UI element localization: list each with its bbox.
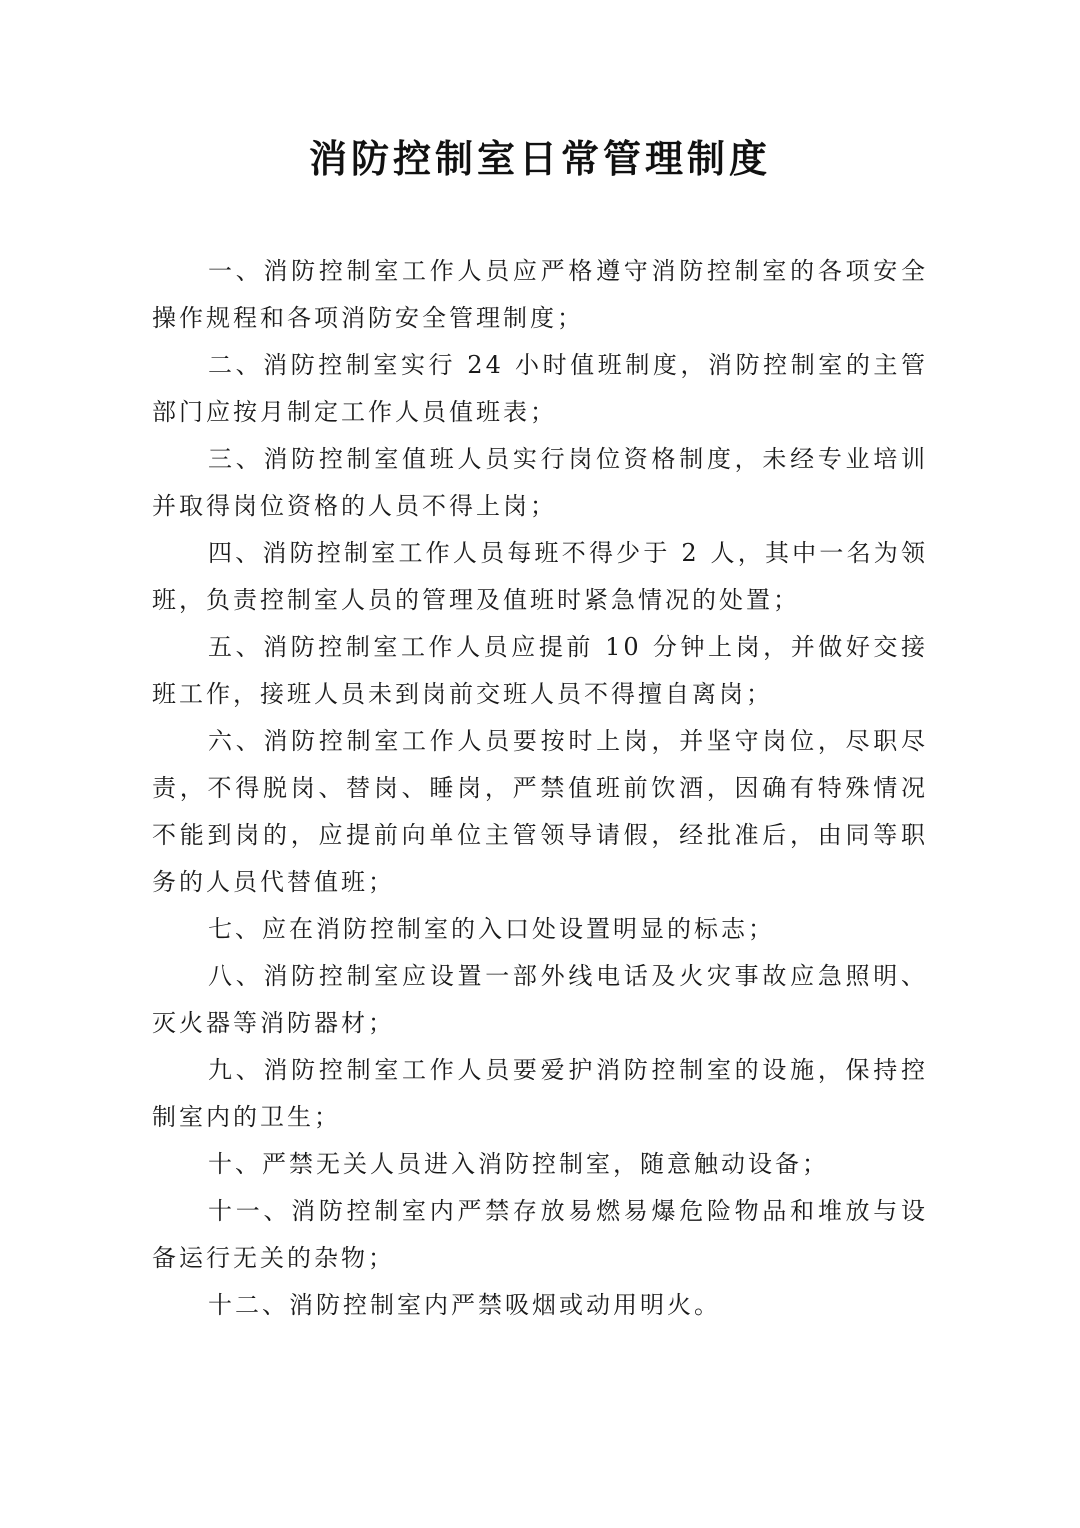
document-title: 消防控制室日常管理制度 [308, 136, 771, 181]
document-body [152, 248, 928, 1329]
clause-3: 三、消防控制室值班人员实行岗位资格制度，未经专业培训并取得岗位资格的人员不得上岗； [152, 445, 928, 520]
clause-10: 十、严禁无关人员进入消防控制室，随意触动设备； [208, 1150, 829, 1178]
clause-6: 六、消防控制室工作人员要按时上岗，并坚守岗位，尽职尽责，不得脱岗、替岗、睡岗，严禁值班前饮酒，因确有特殊情况不能到岗的，应提前向单位主管领导请假，经批准后，由同等职务的人员代替值班； [152, 727, 928, 896]
clause-9: 九、消防控制室工作人员要爱护消防控制室的设施，保持控制室内的卫生； [152, 1056, 928, 1131]
clause-11: 十一、消防控制室内严禁存放易燃易爆危险物品和堆放与设备运行无关的杂物； [152, 1197, 928, 1272]
clause-5: 五、消防控制室工作人员应提前 10 分钟上岗，并做好交接班工作，接班人员未到岗前交班人员不得擅自离岗； [152, 633, 928, 708]
clause-7: 七、应在消防控制室的入口处设置明显的标志； [208, 915, 775, 943]
clause-2: 二、消防控制室实行 24 小时值班制度，消防控制室的主管部门应按月制定工作人员值班表； [152, 351, 928, 426]
clause-12: 十二、消防控制室内严禁吸烟或动用明火。 [208, 1291, 721, 1319]
clause-1: 一、消防控制室工作人员应严格遵守消防控制室的各项安全操作规程和各项消防安全管理制度； [152, 257, 928, 332]
clause-4: 四、消防控制室工作人员每班不得少于 2 人，其中一名为领班，负责控制室人员的管理及值班时紧急情况的处置； [152, 539, 928, 614]
clause-8: 八、消防控制室应设置一部外线电话及火灾事故应急照明、灭火器等消防器材； [152, 962, 928, 1037]
